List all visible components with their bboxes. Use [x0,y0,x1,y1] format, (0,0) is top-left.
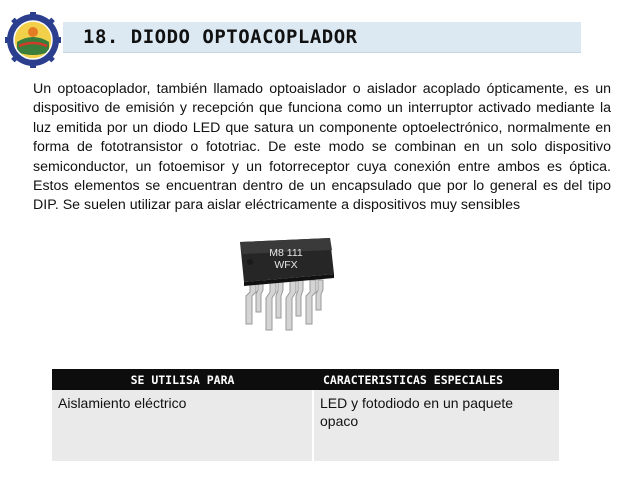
institution-emblem-logo [5,12,61,68]
slide-title: 18. DIODO OPTOACOPLADOR [83,26,358,48]
cell-use: Aislamiento eléctrico [52,390,313,461]
table-row [52,390,559,461]
cell-characteristics: LED y fotodiodo en un paquete opaco [313,390,559,461]
column-header-use: SE UTILISA PARA [52,369,313,390]
title-bar [63,22,581,53]
chip-marking-line-2: WFX [274,259,298,271]
characteristics-table [52,369,559,461]
description-paragraph: Un optoacoplador, también llamado optoaislador o aislador acoplado ópticamente, es un dispositivo de emisión y recepción que funciona como un interruptor activado mediante la luz emitida por un diodo LED que satura un componente optoelectrónico, normalmente en forma de fototransistor o fototriac. De este modo se combinan en un solo dispositivo semiconductor, un fotoemisor y un fotorreceptor cuya conexión entre ambos es óptica. Estos elementos se encuentran dentro de un encapsulado que por lo general es del tipo DIP. Se suelen utilizar para aislar eléctricamente a dispositivos muy sensibles [33,81,611,214]
chip-marking-line-1: M8 111 [269,247,303,259]
column-header-characteristics: CARACTERISTICAS ESPECIALES [313,369,559,390]
table-header-row [52,369,559,390]
optocoupler-dip-chip-photo [226,232,344,342]
